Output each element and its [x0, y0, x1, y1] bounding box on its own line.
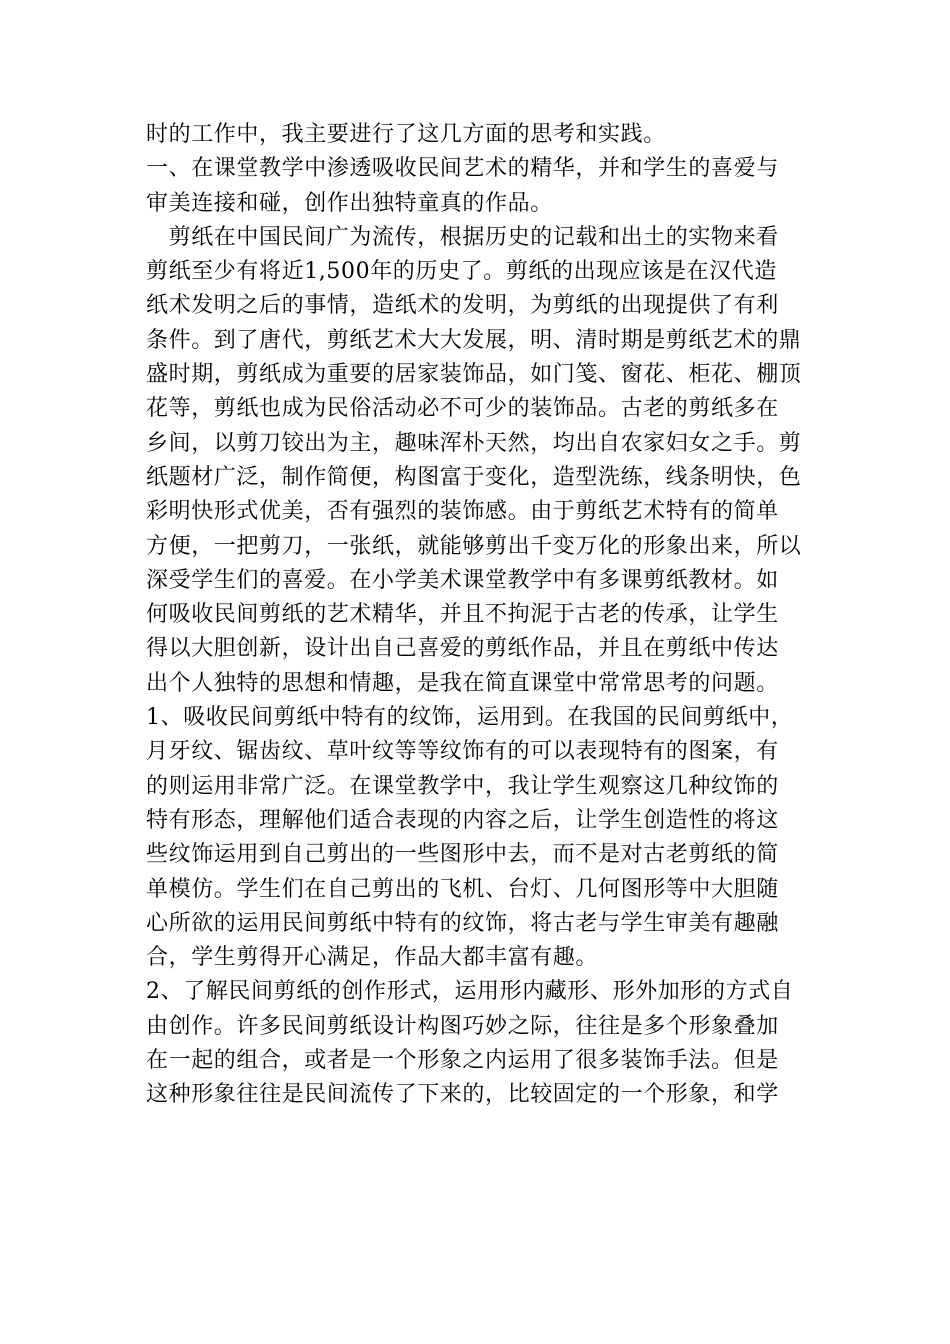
text-line: 纸题材广泛，制作简便，构图富于变化，造型洗练，线条明快，色: [146, 464, 802, 490]
text-line: 出个人独特的思想和情趣，是我在简直课堂中常常思考的问题。: [146, 670, 779, 696]
text-line: 月牙纹、锯齿纹、草叶纹等等纹饰有的可以表现特有的图案，有: [146, 739, 779, 765]
text-line: 条件。到了唐代，剪纸艺术大大发展，明、清时期是剪纸艺术的鼎: [146, 327, 802, 353]
text-line: 深受学生们的喜爱。在小学美术课堂教学中有多课剪纸教材。如: [146, 567, 779, 593]
text-line: 心所欲的运用民间剪纸中特有的纹饰，将古老与学生审美有趣融: [146, 910, 779, 936]
text-line: 合，学生剪得开心满足，作品大都丰富有趣。: [146, 945, 599, 971]
section-heading-line: 一、在课堂教学中渗透吸收民间艺术的精华，并和学生的喜爱与: [146, 156, 779, 182]
section-heading-line: 审美连接和碰，创作出独特童真的作品。: [146, 190, 553, 216]
text-line: 些纹饰运用到自己剪出的一些图形中去，而不是对古老剪纸的简: [146, 842, 779, 868]
text-line: 剪纸在中国民间广为流传，根据历史的记载和出土的实物来看: [146, 224, 779, 250]
text-line: 时的工作中，我主要进行了这几方面的思考和实践。: [146, 122, 666, 147]
text-line: 方便，一把剪刀，一张纸，就能够剪出千变万化的形象出来，所以: [146, 533, 802, 559]
text-line: 得以大胆创新，设计出自己喜爱的剪纸作品，并且在剪纸中传达: [146, 636, 779, 662]
text-line: 在一起的组合，或者是一个形象之内运用了很多装饰手法。但是: [146, 1048, 779, 1074]
list-item-line: 2、了解民间剪纸的创作形式，运用形内藏形、形外加形的方式自: [146, 979, 794, 1005]
body-text: [146, 118, 808, 1113]
text-line: 花等，剪纸也成为民俗活动必不可少的装饰品。古老的剪纸多在: [146, 396, 779, 422]
text-line: 剪纸至少有将近1,500年的历史了。剪纸的出现应该是在汉代造: [146, 259, 777, 285]
text-line: 纸术发明之后的事情，造纸术的发明，为剪纸的出现提供了有利: [146, 293, 779, 319]
text-line: 何吸收民间剪纸的艺术精华，并且不拘泥于古老的传承，让学生: [146, 602, 779, 628]
text-line: 的则运用非常广泛。在课堂教学中，我让学生观察这几种纹饰的: [146, 773, 779, 799]
text-line: 这种形象往往是民间流传了下来的，比较固定的一个形象，和学: [146, 1082, 779, 1108]
list-item-line: 1、吸收民间剪纸中特有的纹饰，运用到。在我国的民间剪纸中，: [146, 705, 794, 731]
text-line: 特有形态，理解他们适合表现的内容之后，让学生创造性的将这: [146, 807, 779, 833]
text-line: 单模仿。学生们在自己剪出的飞机、台灯、几何图形等中大胆随: [146, 876, 779, 902]
text-line: 盛时期，剪纸成为重要的居家装饰品，如门笺、窗花、柜花、棚顶: [146, 362, 802, 388]
text-line: 彩明快形式优美，否有强烈的装饰感。由于剪纸艺术特有的简单: [146, 499, 779, 525]
text-line: 乡间，以剪刀铰出为主，趣味浑朴天然，均出自农家妇女之手。剪: [146, 430, 802, 456]
text-line: 由创作。许多民间剪纸设计构图巧妙之际，往往是多个形象叠加: [146, 1013, 779, 1039]
